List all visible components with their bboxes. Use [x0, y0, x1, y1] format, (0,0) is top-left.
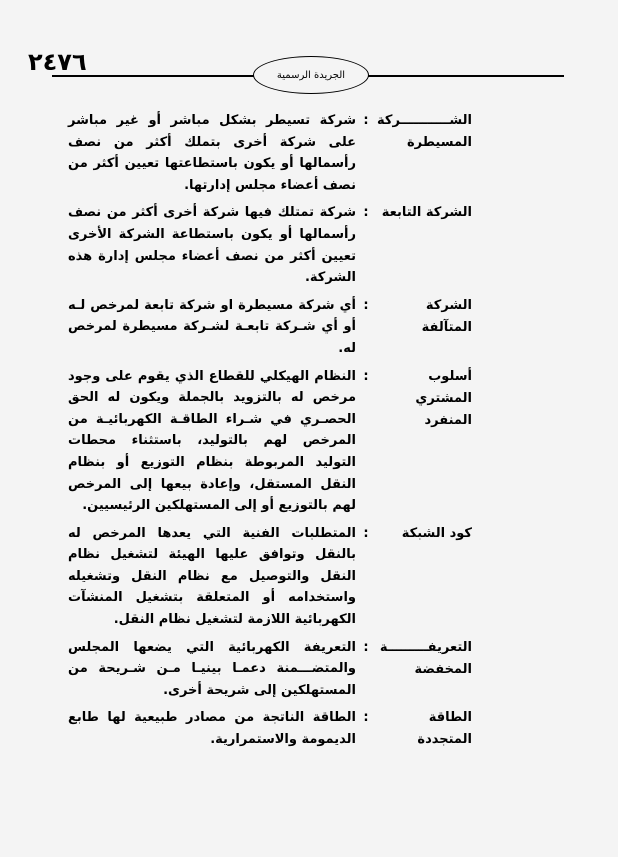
header-rule-left [52, 75, 254, 77]
gazette-title-oval [253, 56, 369, 94]
definition-term: الشـــــــــــركة المسيطرة [377, 113, 472, 150]
definition-term: أسلوب المشتري المنفرد [415, 368, 472, 428]
definition-item [68, 110, 472, 196]
definition-colon: : [363, 368, 369, 384]
definition-text: الطاقة الناتجة من مصادر طبيعية لها طابع الديمومة والاستمرارية. [68, 710, 356, 748]
definition-text: شركة تمتلك فيها شركة أخرى أكثر من نصف رأسمالها أو يكون باستطاعة الشركة الأخرى تعيين أكثر من نصف أعضاء مجلس إدارة هذه الشركة. [68, 205, 356, 286]
definition-text: النظام الهيكلي للقطاع الذي يقوم على وجود مرخص له بالتزويد بالجملة ويكون له الحق الحصـري في شـراء الطاقـة الكهربائيـة من المرخص لهم بالتوليد، باستثناء محطات التوليد المربوطة بنظام التوزيع أو بنظام النقل المستقل، وإعادة بيعها إلى المرخص لهم بالتوزيع أو إلى المستهلكين الرئيسيين. [68, 368, 356, 514]
definition-item [68, 202, 472, 288]
definition-colon: : [363, 297, 369, 313]
definition-item [68, 523, 472, 631]
gazette-title: الجريدة الرسمية [276, 69, 346, 81]
definition-text: شركة تسيطر بشكل مباشر أو غير مباشر على شركة أخرى بتملك أكثر من نصف رأسمالها أو يكون باستطاعتها تعيين أكثر من نصف أعضاء مجلس إدارتها. [68, 113, 356, 193]
definition-colon: : [363, 525, 369, 541]
definition-item [68, 295, 472, 360]
definition-text: أي شركة مسيطرة او شركة تابعة لمرخص لـه أو أي شـركة تابعـة لشـركة مسيطرة لمرخص له. [68, 297, 356, 356]
definition-term: كود الشبكة [401, 525, 472, 541]
definition-colon: : [363, 113, 369, 128]
page-number: ٢٤٧٦ [28, 48, 87, 76]
definition-text: المتطلبات الفنية التي يعدها المرخص له بالنقل وتوافق عليها الهيئة لتشغيل نظام النقل والتوصيل مع نظام النقل وتشغيله واستخدامه أو المتعلقة بتشغيل المنشآت الكهربائية اللازمة لتشغيل نظام النقل. [68, 525, 356, 628]
definition-term: الشركة التابعة [381, 205, 472, 221]
definition-text: التعريفة الكهربائية التي يضعها المجلس والمتضـــمنة دعمـا بينيـا مـن شـريحة من المستهلكين إلى شريحة أخرى. [68, 639, 356, 698]
definition-colon: : [363, 710, 369, 726]
definition-colon: : [363, 639, 369, 655]
definition-term: التعريفـــــــــة المخفضة [379, 639, 472, 677]
definition-item [68, 637, 472, 702]
definitions-list [68, 110, 472, 757]
definition-term: الشركة المتآلفة [421, 297, 472, 335]
header-rule-right [368, 75, 564, 77]
definition-item [68, 366, 472, 517]
definition-colon: : [363, 205, 369, 221]
definition-item [68, 707, 472, 751]
definition-term: الطاقة المتجددة [417, 710, 472, 748]
